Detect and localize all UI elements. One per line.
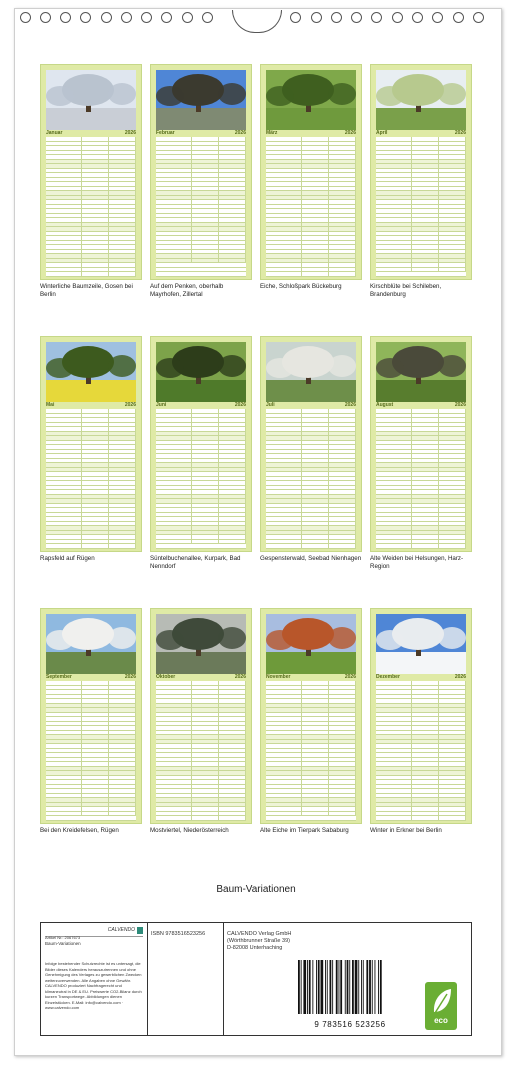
month-frame (40, 336, 142, 552)
photo-landscape (376, 70, 466, 130)
publisher-street: (Wörthbrunner Straße 39) (227, 938, 290, 944)
month-name: Oktober (156, 674, 176, 680)
barcode-bar (307, 960, 308, 1014)
month-panel (370, 64, 472, 298)
day-rows (376, 409, 466, 549)
day-rows (376, 681, 466, 821)
barcode-bar (345, 960, 346, 1014)
day-rows (266, 681, 356, 821)
month-photo (46, 342, 136, 402)
barcode-bar (378, 960, 379, 1014)
barcode-bar (375, 960, 376, 1014)
month-panel (150, 64, 252, 298)
month-year: 2026 (454, 674, 466, 680)
month-year: 2026 (124, 402, 136, 408)
eco-badge (425, 982, 457, 1030)
month-name: März (266, 130, 278, 136)
barcode-bar (347, 960, 349, 1014)
month-frame (150, 336, 252, 552)
photo-landscape (156, 70, 246, 130)
binding-hole (182, 12, 193, 23)
barcode-bar (336, 960, 338, 1014)
month-caption: Winterliche Baumzeile, Gosen bei Berlin (40, 283, 133, 298)
barcode-bar (301, 960, 302, 1014)
month-year: 2026 (234, 674, 246, 680)
month-photo (46, 70, 136, 130)
month-name: Februar (156, 130, 175, 136)
barcode-bar (380, 960, 382, 1014)
photo-landscape (266, 614, 356, 674)
month-caption: Bei den Kreidefelsen, Rügen (40, 827, 119, 834)
month-panel (370, 608, 472, 835)
binding-hole (141, 12, 152, 23)
barcode-bar (321, 960, 324, 1014)
day-row (156, 816, 246, 821)
publisher-name: CALVENDO Verlag GmbH (227, 931, 292, 937)
month-caption: Alte Weiden bei Helsungen, Harz-Region (370, 555, 464, 570)
photo-landscape (266, 342, 356, 402)
month-photo (266, 614, 356, 674)
month-name: Januar (46, 130, 63, 136)
month-frame (150, 608, 252, 824)
photo-landscape (156, 342, 246, 402)
month-year: 2026 (234, 402, 246, 408)
month-photo (266, 342, 356, 402)
month-panel (150, 336, 252, 570)
month-header (156, 130, 246, 137)
barcode-bar (349, 960, 350, 1014)
month-year: 2026 (124, 674, 136, 680)
binding-hole (371, 12, 382, 23)
day-row (376, 544, 466, 549)
barcode-bar (358, 960, 359, 1014)
day-rows (266, 409, 356, 549)
binding-hole (60, 12, 71, 23)
day-rows (376, 137, 466, 277)
barcode-bar (318, 960, 320, 1014)
binding-holes (0, 12, 512, 28)
month-header (46, 674, 136, 681)
month-header (266, 402, 356, 409)
month-header (46, 402, 136, 409)
month-name: Mai (46, 402, 55, 408)
photo-landscape (376, 342, 466, 402)
barcode-bar (312, 960, 313, 1014)
day-row (46, 544, 136, 549)
imprint-isbn-column (147, 923, 224, 1035)
day-row (266, 272, 356, 277)
month-year: 2026 (124, 130, 136, 136)
month-photo (376, 70, 466, 130)
barcode-bar (363, 960, 364, 1014)
day-row (156, 272, 246, 277)
month-frame (370, 608, 472, 824)
barcode-bar (316, 960, 317, 1014)
day-rows (156, 409, 246, 549)
binding-hole (331, 12, 342, 23)
binding-hole (412, 12, 423, 23)
binding-hole (202, 12, 213, 23)
month-name: November (266, 674, 291, 680)
barcode-bars (294, 960, 406, 1016)
month-header (156, 402, 246, 409)
month-caption: Rapsfeld auf Rügen (40, 555, 95, 562)
month-header (376, 402, 466, 409)
day-row (46, 272, 136, 277)
binding-hole (80, 12, 91, 23)
isbn: ISBN 9783516523256 (151, 931, 206, 937)
month-year: 2026 (344, 130, 356, 136)
barcode-bar (366, 960, 368, 1014)
month-caption: Süntelbuchenallee, Kurpark, Bad Nenndorf (150, 555, 241, 570)
month-name: Juni (156, 402, 167, 408)
month-caption: Kirschblüte bei Schileben, Brandenburg (370, 283, 442, 298)
barcode-bar (369, 960, 371, 1014)
calvendo-logo: CALVENDO (107, 927, 135, 933)
day-rows (156, 681, 246, 821)
barcode-bar (372, 960, 373, 1014)
month-caption: Alte Eiche im Tierpark Sababurg (260, 827, 349, 834)
binding-hole (290, 12, 301, 23)
month-year: 2026 (454, 130, 466, 136)
day-row (376, 272, 466, 277)
binding-hole (311, 12, 322, 23)
article-number: Artikel Nr.: 2067673 (45, 935, 81, 940)
month-panel (370, 336, 472, 570)
month-frame (260, 336, 362, 552)
barcode-bar (352, 960, 354, 1014)
month-frame (370, 336, 472, 552)
month-photo (376, 342, 466, 402)
month-name: April (376, 130, 388, 136)
month-panel (260, 336, 362, 563)
month-panel (40, 336, 142, 563)
month-name: Dezember (376, 674, 400, 680)
binding-hole (392, 12, 403, 23)
month-header (156, 674, 246, 681)
month-photo (376, 614, 466, 674)
day-row (376, 816, 466, 821)
barcode-number: 9 783516 523256 (314, 1020, 386, 1029)
month-frame (260, 608, 362, 824)
calendar-title: Baum-Variationen (216, 884, 296, 895)
barcode-bar (309, 960, 311, 1014)
barcode-bar (332, 960, 333, 1014)
month-frame (150, 64, 252, 280)
day-rows (46, 137, 136, 277)
month-photo (156, 614, 246, 674)
month-photo (156, 342, 246, 402)
month-frame (40, 608, 142, 824)
photo-landscape (46, 614, 136, 674)
month-name: September (46, 674, 72, 680)
photo-landscape (266, 70, 356, 130)
barcode-bar (303, 960, 306, 1014)
binding-hole (101, 12, 112, 23)
photo-landscape (156, 614, 246, 674)
barcode-bar (330, 960, 332, 1014)
month-panel (150, 608, 252, 835)
month-year: 2026 (344, 674, 356, 680)
month-year: 2026 (234, 130, 246, 136)
day-rows (266, 137, 356, 277)
month-grid (40, 64, 472, 854)
month-header (46, 130, 136, 137)
month-header (266, 674, 356, 681)
month-year: 2026 (344, 402, 356, 408)
month-header (266, 130, 356, 137)
month-name: Juli (266, 402, 275, 408)
barcode-bar (298, 960, 300, 1014)
barcode-bar (339, 960, 340, 1014)
photo-landscape (376, 614, 466, 674)
month-frame (40, 64, 142, 280)
legal-notice: Infolge bestehender Schutzrechte ist es untersagt, die Bilder dieses Kalenders herauszutrennen und ohne Genehmigung des Verlages zu gewerblichen Zwecken weiterzuverwenden. Alle Angaben ohne Gewähr. CALVENDO produziert Nachfragerecht und klimaneutral in DE & EU. Preiswerte CO2-Bilanz durch kurzen Transportwege. Abbildungen dienen Einzelstücken. E-Mail: info@calvendo.com · www.calvendo.com (45, 961, 142, 1010)
binding-hole (453, 12, 464, 23)
barcode-bar (361, 960, 362, 1014)
month-frame (370, 64, 472, 280)
month-caption: Winter in Erkner bei Berlin (370, 827, 442, 834)
photo-landscape (46, 342, 136, 402)
barcode (294, 960, 406, 1029)
calvendo-mark-icon (137, 927, 143, 934)
month-photo (266, 70, 356, 130)
barcode-bar (327, 960, 328, 1014)
month-caption: Auf dem Penken, oberhalb Mayrhofen, Zillertal (150, 283, 224, 298)
barcode-bar (340, 960, 342, 1014)
barcode-bar (355, 960, 358, 1014)
month-panel (260, 64, 362, 291)
month-caption: Eiche, Schloßpark Bückeburg (260, 283, 342, 290)
day-row (266, 544, 356, 549)
binding-hole (351, 12, 362, 23)
day-rows (156, 137, 246, 277)
month-photo (156, 70, 246, 130)
day-rows (46, 681, 136, 821)
binding-hole (432, 12, 443, 23)
binding-hole (20, 12, 31, 23)
day-row (266, 816, 356, 821)
day-row (156, 544, 246, 549)
binding-hole (121, 12, 132, 23)
binding-hole (161, 12, 172, 23)
barcode-bar (325, 960, 326, 1014)
publisher-city: D-82008 Unterhaching (227, 945, 283, 951)
month-year: 2026 (454, 402, 466, 408)
binding-hole (40, 12, 51, 23)
day-rows (46, 409, 136, 549)
month-header (376, 130, 466, 137)
month-panel (40, 64, 142, 298)
month-caption: Gespensterwald, Seebad Nienhagen (260, 555, 362, 562)
eco-label: eco (434, 1016, 448, 1025)
month-panel (40, 608, 142, 835)
photo-landscape (46, 70, 136, 130)
binding-hole (473, 12, 484, 23)
publisher-address (227, 931, 291, 952)
month-name: August (376, 402, 394, 408)
day-row (46, 816, 136, 821)
month-caption: Mostviertel, Niederösterreich (150, 827, 229, 834)
month-frame (260, 64, 362, 280)
imprint-footer (40, 922, 472, 1036)
month-panel (260, 608, 362, 835)
month-header (376, 674, 466, 681)
month-photo (46, 614, 136, 674)
imprint-subtitle: Baum-Variationen (45, 941, 81, 946)
imprint-left-column (41, 923, 148, 1035)
